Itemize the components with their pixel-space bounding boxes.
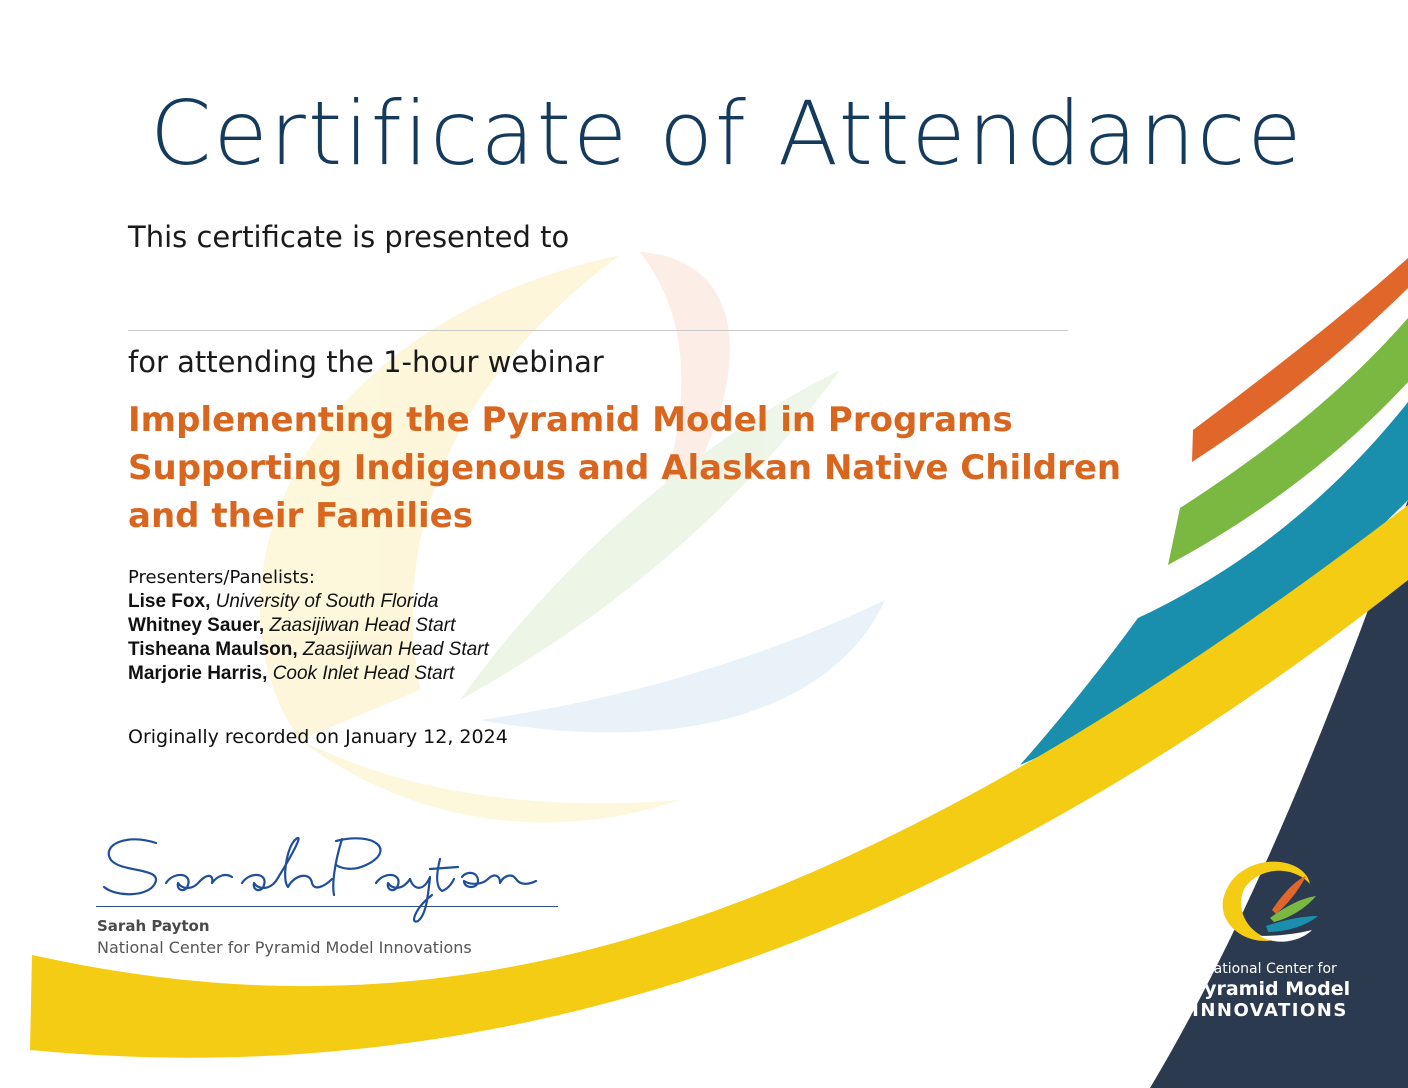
presenter-item — [128, 614, 489, 638]
presenter-name: Whitney Sauer, — [128, 615, 265, 636]
signer-name: Sarah Payton — [97, 917, 210, 935]
logo-line-1: National Center for — [1203, 961, 1337, 977]
presenters-block — [128, 566, 489, 686]
logo-line-2: Pyramid Model — [1189, 978, 1351, 1000]
presenters-label: Presenters/Panelists: — [128, 567, 315, 588]
ncpmi-logo-icon — [1214, 852, 1324, 956]
presenter-org: Cook Inlet Head Start — [272, 663, 455, 684]
recipient-name-line — [128, 330, 1068, 331]
presenter-org: Zaasijiwan Head Start — [302, 639, 489, 660]
certificate-title: Certificate of Attendance — [150, 82, 1304, 185]
presenter-name: Marjorie Harris, — [128, 663, 268, 684]
signature-line — [96, 906, 558, 907]
presenter-org: University of South Florida — [215, 591, 439, 612]
attending-text: for attending the 1-hour webinar — [128, 345, 604, 379]
recorded-date: Originally recorded on January 12, 2024 — [128, 726, 508, 748]
presenter-item — [128, 638, 489, 662]
webinar-title-line: Supporting Indigenous and Alaskan Native Children — [128, 448, 1122, 488]
webinar-title-line: Implementing the Pyramid Model in Programs — [128, 400, 1013, 440]
presenter-item — [128, 662, 489, 686]
webinar-title — [128, 396, 1138, 540]
logo-line-3: INNOVATIONS — [1192, 1000, 1348, 1021]
presenter-name: Lise Fox, — [128, 591, 211, 612]
presented-to-text: This certificate is presented to — [128, 220, 570, 254]
signer-organization: National Center for Pyramid Model Innovations — [97, 938, 472, 957]
presenter-org: Zaasijiwan Head Start — [269, 615, 456, 636]
signature-image — [96, 825, 566, 925]
presenter-item — [128, 590, 489, 614]
webinar-title-line: and their Families — [128, 496, 473, 536]
ncpmi-logo-text — [1150, 960, 1390, 1022]
presenter-name: Tisheana Maulson, — [128, 639, 298, 660]
